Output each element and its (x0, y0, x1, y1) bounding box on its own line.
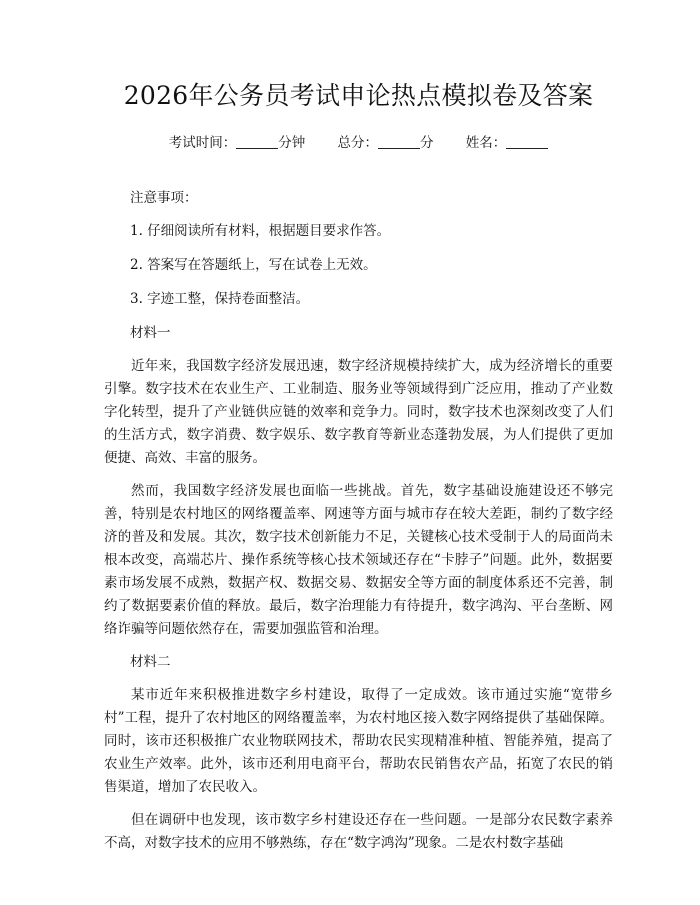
document-title: 2026年公务员考试申论热点模拟卷及答案 (123, 81, 594, 110)
material-one-title: 材料一 (130, 325, 171, 341)
total-score-blank[interactable] (378, 134, 420, 149)
total-score-label: 总分： (337, 135, 378, 151)
total-score-field (338, 131, 434, 155)
material-paragraph: 近年来，我国数字经济发展迅速，数字经济规模持续扩大，成为经济增长的重要引擎。数字技术在农业生产、工业制造、服务业等领域得到广泛应用，推动了产业数字化转型，提升了产业链供应链的效率和竞争力。同时，数字技术也深刻改变了人们的生活方式，数字消费、数字娱乐、数字教育等新业态蓬勃发展，为人们提供了更加便捷、高效、丰富的服务。 (104, 358, 613, 466)
notice-item: 3. 字迹工整，保持卷面整洁。 (130, 291, 310, 307)
total-score-unit: 分 (420, 135, 434, 151)
material-paragraph: 然而，我国数字经济发展也面临一些挑战。首先，数字基础设施建设还不够完善，特别是农村地区的网络覆盖率、网速等方面与城市存在较大差距，制约了数字经济的普及和发展。其次，数字技术创新能力不足，关键核心技术受制于人的局面尚未根本改变，高端芯片、操作系统等核心技术领域还存在“卡脖子”问题。此外，数据要素市场发展不成熟，数据产权、数据交易、数据安全等方面的制度体系还不完善，制约了数据要素价值的释放。最后，数字治理能力有待提升，数字鸿沟、平台垄断、网络诈骗等问题依然存在，需要加强监管和治理。 (104, 483, 613, 637)
document-body (104, 187, 613, 855)
material-paragraph: 某市近年来积极推进数字乡村建设，取得了一定成效。该市通过实施“宽带乡村”工程，提升了农村地区的网络覆盖率，为农村地区接入数字网络提供了基础保障。同时，该市还积极推广农业物联网技术，帮助农民实现精准种植、智能养殖，提高了农业生产效率。此外，该市还利用电商平台，帮助农民销售农产品，拓宽了农民的销售渠道，增加了农民收入。 (104, 687, 613, 795)
exam-time-unit: 分钟 (278, 135, 306, 151)
material-paragraph: 但在调研中也发现，该市数字乡村建设还存在一些问题。一是部分农民数字素养不高，对数字技术的应用不够熟练，存在“数字鸿沟”现象。二是农村数字基础 (104, 812, 613, 851)
exam-time-blank[interactable] (236, 134, 278, 149)
student-name-blank[interactable] (506, 134, 548, 149)
student-name-field (466, 131, 549, 155)
notice-item: 1. 仔细阅读所有材料，根据题目要求作答。 (130, 223, 391, 239)
exam-time-label: 考试时间： (168, 135, 237, 151)
student-name-label: 姓名： (465, 135, 507, 151)
notice-item: 2. 答案写在答题纸上，写在试卷上无效。 (130, 257, 377, 273)
exam-time-field (169, 131, 306, 155)
notice-title: 注意事项： (130, 190, 198, 206)
material-two-title: 材料二 (130, 654, 171, 670)
exam-info-row (104, 131, 613, 155)
